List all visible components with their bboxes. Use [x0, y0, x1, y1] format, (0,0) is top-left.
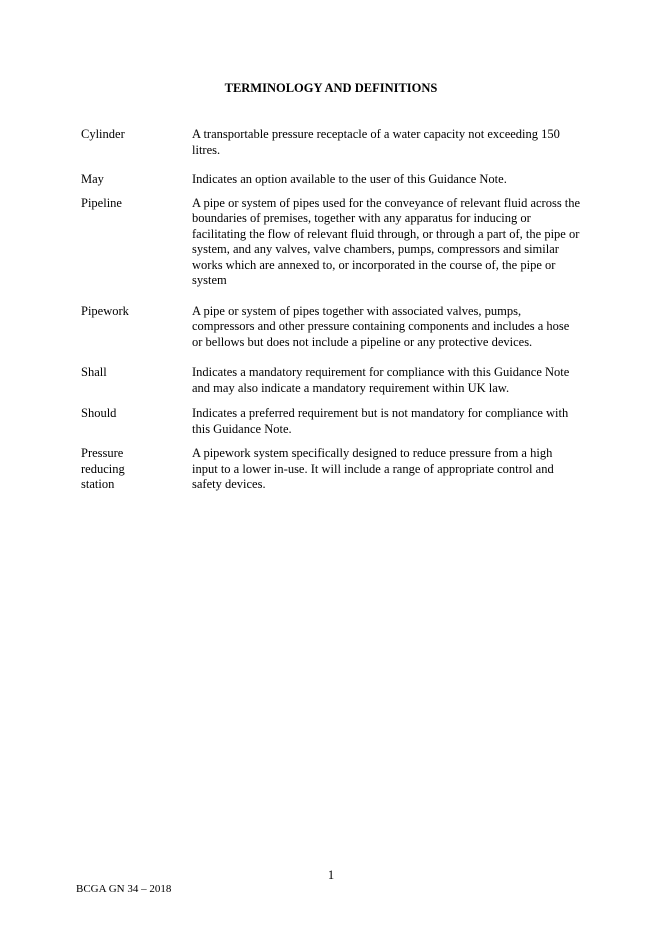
term-label: May — [81, 172, 104, 186]
definition-row-pipeline — [81, 196, 581, 289]
term-label: Pressure reducing station — [81, 446, 125, 491]
definition-text: Indicates a preferred requirement but is not mandatory for compliance with this Guidance Note. — [192, 406, 569, 436]
definition-row-should — [81, 406, 581, 437]
definition-text: A transportable pressure receptacle of a water capacity not exceeding 150 litres. — [192, 127, 560, 157]
definition-text: A pipework system specifically designed to reduce pressure from a high input to a lower in-use. It will include a range of appropriate control and safety devices. — [192, 446, 554, 491]
definition-text: A pipe or system of pipes used for the conveyance of relevant fluid across the boundaries of premises, together with any apparatus for inducing or facilitating the flow of relevant fluid through, or through a part of, the pipe or system, and any valves, valve chambers, pumps, compressors and similar works which are annexed to, or incorporated in the course of, the pipe or system — [192, 195, 581, 287]
term-label: Pipeline — [81, 195, 122, 210]
definition-text: Indicates a mandatory requirement for compliance with this Guidance Note and may also indicate a mandatory requirement within UK law. — [192, 365, 570, 395]
term-label: Should — [81, 406, 117, 420]
term-label: Pipework — [81, 303, 129, 318]
definition-row-shall — [81, 365, 581, 396]
document-reference: BCGA GN 34 – 2018 — [76, 883, 172, 895]
page-title: TERMINOLOGY AND DEFINITIONS — [224, 81, 438, 95]
definitions-list — [81, 127, 581, 493]
term-label: Shall — [81, 365, 107, 379]
page-number: 1 — [327, 868, 335, 882]
term-label: Cylinder — [81, 127, 125, 141]
definition-row-pipework — [81, 304, 581, 351]
definition-row-may — [81, 172, 581, 188]
definition-row-cylinder — [81, 127, 581, 158]
definition-text: Indicates an option available to the user of this Guidance Note. — [192, 172, 507, 186]
definition-text: A pipe or system of pipes together with associated valves, pumps, compressors and other pressure containing components and includes a hose or bellows but does not include a pipeline or any protective devices. — [192, 303, 570, 349]
definition-row-pressure-reducing-station — [81, 446, 581, 493]
